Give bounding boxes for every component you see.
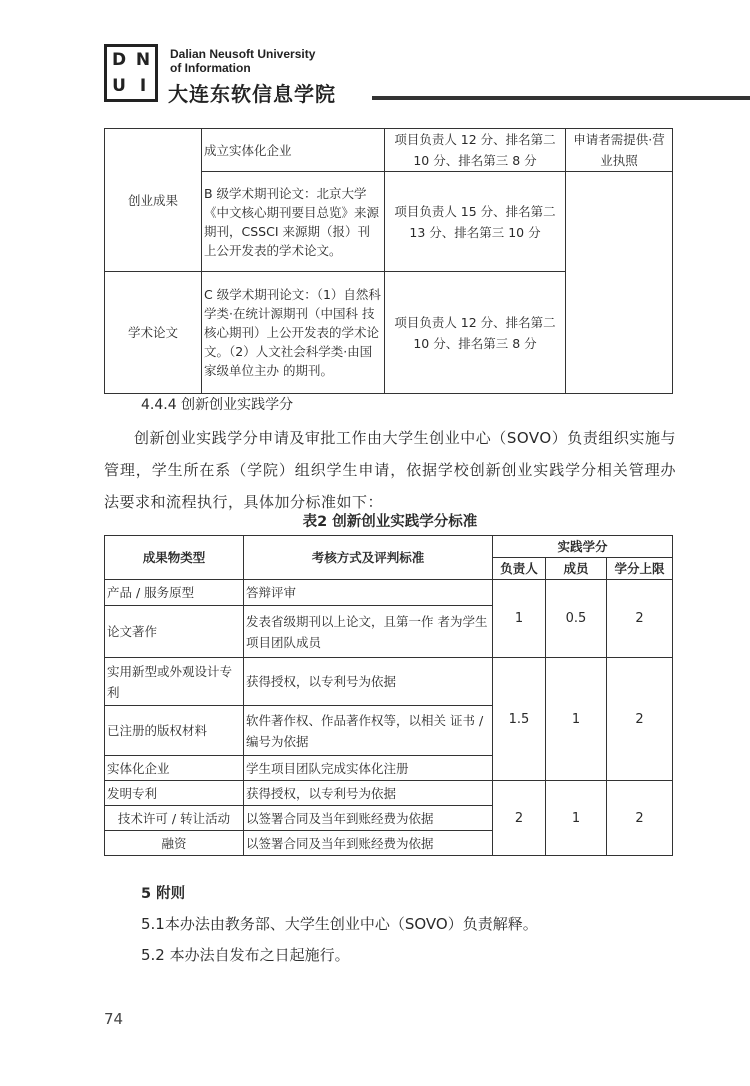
method-cell: 软件著作权、作品著作权等，以相关 证书 / 编号为依据 (244, 706, 493, 756)
type-cell: 融资 (105, 831, 244, 856)
note-cell-empty (566, 172, 673, 394)
table-caption: 表2 创新创业实践学分标准 (302, 514, 478, 530)
body-paragraph: 创新创业实践学分申请及审批工作由大学生创业中心（SOVO）负责组织实施与管理，学生所在系（学院）组织学生申请，依据学校创新创业实践学分相关管理办法要求和流程执行，具体加分标准如下： (104, 429, 676, 511)
header-credit: 实践学分 (493, 536, 673, 558)
category-cell: 创业成果 (105, 129, 202, 272)
logo-letter-d: D (111, 50, 127, 70)
page-number: 74 (104, 1010, 124, 1028)
header-member: 成员 (546, 558, 607, 580)
university-logo (104, 44, 158, 102)
header-limit: 学分上限 (607, 558, 673, 580)
method-cell: 以签署合同及当年到账经费为依据 (244, 806, 493, 831)
credit-limit: 2 (607, 781, 673, 856)
appendix-item-1: 5.1本办法由教务部、大学生创业中心（SOVO）负责解释。 (141, 915, 538, 933)
university-name-cn: 大连东软信息学院 (168, 82, 336, 106)
method-cell: 答辩评审 (244, 580, 493, 606)
type-cell: 发明专利 (105, 781, 244, 806)
method-cell: 获得授权，以专利号为依据 (244, 781, 493, 806)
method-cell: 发表省级期刊以上论文，且第一作 者为学生项目团队成员 (244, 606, 493, 658)
type-cell: 实体化企业 (105, 756, 244, 781)
appendix-title: 5 附则 (141, 886, 186, 902)
type-cell: 技术许可 / 转让活动 (105, 806, 244, 831)
logo-letter-n: N (135, 50, 151, 70)
scoring-table (104, 128, 673, 394)
section-title: 4.4.4 创新创业实践学分 (141, 397, 294, 413)
category-cell: 学术论文 (105, 272, 202, 394)
logo-letter-i: I (139, 76, 147, 96)
score-cell: 项目负责人 12 分、排名第二 10 分、排名第三 8 分 (385, 272, 566, 394)
method-cell: 以签署合同及当年到账经费为依据 (244, 831, 493, 856)
member-credit: 1 (546, 781, 607, 856)
member-credit: 1 (546, 658, 607, 781)
content-cell: B 级学术期刊论文：北京大学《中文核心期刊要目总览》来源 期刊，CSSCI 来源期（报）刊上公开发表的学术论文。 (202, 172, 385, 272)
header-method: 考核方式及评判标准 (244, 536, 493, 580)
logo-letter-u: U (112, 76, 126, 96)
score-cell: 项目负责人 12 分、排名第二 10 分、排名第三 8 分 (385, 129, 566, 172)
content-cell: C 级学术期刊论文：（1）自然科学类·在统计源期刊（中国科 技核心期刊）上公开发表的学术论文。（2）人文社会科学类·由国家级单位主办 的期刊。 (202, 272, 385, 394)
type-cell: 已注册的版权材料 (105, 706, 244, 756)
header-type: 成果物类型 (105, 536, 244, 580)
method-cell: 学生项目团队完成实体化注册 (244, 756, 493, 781)
note-cell: 申请者需提供·营业执照 (566, 129, 673, 172)
leader-credit: 1.5 (493, 658, 546, 781)
credit-standard-table (104, 535, 673, 856)
content-cell: 成立实体化企业 (202, 129, 385, 172)
university-name-en: Dalian Neusoft University of Information (170, 47, 316, 75)
credit-limit: 2 (607, 580, 673, 658)
leader-credit: 2 (493, 781, 546, 856)
type-cell: 实用新型或外观设计专利 (105, 658, 244, 706)
score-cell: 项目负责人 15 分、排名第二 13 分、排名第三 10 分 (385, 172, 566, 272)
leader-credit: 1 (493, 580, 546, 658)
member-credit: 0.5 (546, 580, 607, 658)
header-leader: 负责人 (493, 558, 546, 580)
appendix-item-2: 5.2 本办法自发布之日起施行。 (141, 946, 350, 964)
header-rule (372, 96, 750, 100)
type-cell: 论文著作 (105, 606, 244, 658)
method-cell: 获得授权，以专利号为依据 (244, 658, 493, 706)
type-cell: 产品 / 服务原型 (105, 580, 244, 606)
credit-limit: 2 (607, 658, 673, 781)
